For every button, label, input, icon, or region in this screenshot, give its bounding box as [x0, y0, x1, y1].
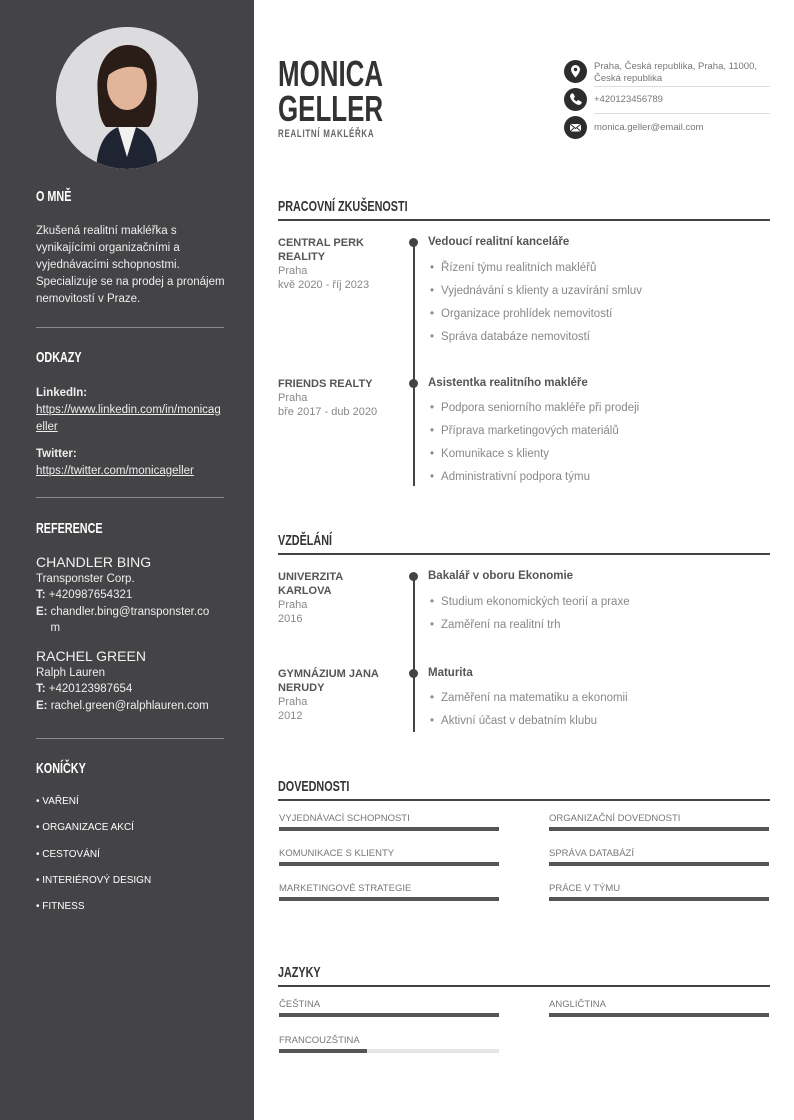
level-fill — [279, 1013, 499, 1017]
reference-company: Transponster Corp. — [36, 572, 135, 585]
location-icon — [564, 60, 587, 83]
email-label: E: — [36, 605, 48, 618]
link-label: LinkedIn: — [36, 387, 88, 399]
language-level-bar — [549, 1013, 769, 1017]
org-dates: bře 2017 - dub 2020 — [278, 406, 378, 418]
reference-phone: +420987654321 — [48, 589, 133, 601]
reference-item — [36, 648, 236, 714]
name — [278, 53, 424, 129]
contact-email: monica.geller@email.com — [594, 122, 704, 133]
education-org: UNIVERZITA KARLOVA Praha 2016 — [278, 570, 398, 626]
list-item: • Zaměření na realitní trh — [430, 619, 561, 631]
level-fill — [279, 827, 499, 831]
skill-name: SPRÁVA DATABÁZÍ — [549, 848, 634, 859]
about-text: Zkušená realitní makléřka s vynikajícími organizačními a vyjednávacími schopnostmi. Specializuje se na prodej a pronájem nemovitostí v Praze. — [36, 225, 225, 305]
timeline-dot — [409, 238, 418, 247]
org-dates: 2012 — [278, 710, 303, 722]
about-heading: O MNĚ — [36, 188, 72, 205]
divider — [594, 113, 770, 114]
reference-item — [36, 554, 216, 637]
divider — [36, 327, 224, 328]
level-fill — [279, 897, 499, 901]
email-icon — [564, 116, 587, 139]
skill-level-bar — [549, 862, 769, 866]
level-fill — [279, 862, 499, 866]
linkedin-link[interactable]: https://www.linkedin.com/in/monicageller — [36, 404, 221, 433]
timeline-dot — [409, 572, 418, 581]
section-divider — [278, 799, 770, 801]
last-name: GELLER — [278, 88, 384, 129]
divider — [36, 738, 224, 739]
experience-role: Asistentka realitního makléře — [428, 377, 588, 389]
phone-icon — [564, 88, 587, 111]
experience-org: FRIENDS REALTY Praha bře 2017 - dub 2020 — [278, 377, 398, 419]
contact-address: Praha, Česká republika, Praha, 11000, Česká republika — [594, 61, 758, 84]
list-item: • Studium ekonomických teorií a praxe — [430, 596, 630, 608]
hobbies-heading: KONÍČKY — [36, 760, 86, 777]
skill-level-bar — [549, 827, 769, 831]
level-fill — [279, 1049, 367, 1053]
job-title: REALITNÍ MAKLÉŘKA — [278, 128, 375, 140]
phone-label: T: — [36, 683, 46, 695]
skills-heading: DOVEDNOSTI — [278, 778, 350, 795]
timeline-dot — [409, 379, 418, 388]
list-item: • Organizace prohlídek nemovitostí — [430, 308, 612, 320]
skill-level-bar — [279, 897, 499, 901]
first-name: MONICA — [278, 53, 384, 94]
list-item: • Zaměření na matematiku a ekonomii — [430, 692, 628, 704]
email-label: E: — [36, 699, 48, 712]
reference-phone: +420123987654 — [48, 683, 133, 695]
list-item: • Správa databáze nemovitostí — [430, 331, 590, 343]
twitter-link[interactable]: https://twitter.com/monicageller — [36, 465, 194, 477]
education-org: GYMNÁZIUM JANA NERUDY Praha 2012 — [278, 667, 388, 723]
hobby-item: • ORGANIZACE AKCÍ — [36, 822, 134, 833]
skill-level-bar — [279, 827, 499, 831]
timeline-dot — [409, 669, 418, 678]
level-fill — [549, 1013, 769, 1017]
list-item: • Komunikace s klienty — [430, 448, 549, 460]
skill-level-bar — [549, 897, 769, 901]
hobby-item: • FITNESS — [36, 901, 85, 912]
skill-level-bar — [279, 862, 499, 866]
list-item: • Administrativní podpora týmu — [430, 471, 590, 483]
org-city: Praha — [278, 392, 308, 404]
skill-name: VYJEDNÁVACÍ SCHOPNOSTI — [279, 813, 410, 824]
org-city: Praha — [278, 599, 308, 611]
list-item: • Podpora seniorního makléře při prodeji — [430, 402, 639, 414]
link-twitter — [36, 446, 226, 480]
level-fill — [549, 827, 769, 831]
org-dates: kvě 2020 - říj 2023 — [278, 279, 370, 291]
divider — [36, 497, 224, 498]
list-item: • Příprava marketingových materiálů — [430, 425, 619, 437]
reference-name: RACHEL GREEN — [36, 648, 146, 664]
references-heading: REFERENCE — [36, 520, 103, 537]
link-label: Twitter: — [36, 448, 77, 460]
education-degree: Bakalář v oboru Ekonomie — [428, 570, 574, 582]
skill-name: KOMUNIKACE S KLIENTY — [279, 848, 395, 859]
section-divider — [278, 985, 770, 987]
experience-org: CENTRAL PERK REALITY Praha kvě 2020 - říj 2023 — [278, 236, 398, 292]
skill-name: ORGANIZAČNÍ DOVEDNOSTI — [549, 813, 681, 824]
experience-heading: PRACOVNÍ ZKUŠENOSTI — [278, 198, 408, 215]
language-name: ANGLIČTINA — [549, 999, 607, 1010]
org-city: Praha — [278, 696, 308, 708]
experience-role: Vedoucí realitní kanceláře — [428, 236, 570, 248]
level-fill — [549, 862, 769, 866]
language-level-bar — [279, 1013, 499, 1017]
reference-email: rachel.green@ralphlauren.com — [50, 699, 209, 712]
languages-heading: JAZYKY — [278, 964, 321, 981]
divider — [594, 86, 770, 87]
reference-name: CHANDLER BING — [36, 554, 152, 570]
timeline-line — [413, 242, 415, 486]
phone-label: T: — [36, 589, 46, 601]
contact-phone: +420123456789 — [594, 94, 663, 105]
links-heading: ODKAZY — [36, 349, 82, 366]
sidebar — [0, 0, 254, 1120]
skill-name: MARKETINGOVÉ STRATEGIE — [279, 883, 412, 894]
org-city: Praha — [278, 265, 308, 277]
hobby-item: • INTERIÉROVÝ DESIGN — [36, 875, 152, 886]
reference-company: Ralph Lauren — [36, 666, 106, 679]
list-item: • Vyjednávání s klienty a uzavírání smluv — [430, 285, 642, 297]
education-degree: Maturita — [428, 667, 473, 679]
language-name: FRANCOUZŠTINA — [279, 1035, 360, 1046]
hobby-item: • VAŘENÍ — [36, 796, 79, 807]
profile-photo — [56, 27, 198, 169]
section-divider — [278, 219, 770, 221]
reference-email: chandler.bing@transponster.com — [50, 605, 210, 634]
section-divider — [278, 553, 770, 555]
language-level-bar — [279, 1049, 499, 1053]
timeline-line — [413, 576, 415, 732]
language-name: ČEŠTINA — [279, 999, 321, 1010]
skill-name: PRÁCE V TÝMU — [549, 883, 621, 894]
link-linkedin — [36, 385, 226, 436]
level-fill — [549, 897, 769, 901]
list-item: • Řízení týmu realitních makléřů — [430, 262, 596, 274]
hobby-item: • CESTOVÁNÍ — [36, 849, 100, 860]
list-item: • Aktivní účast v debatním klubu — [430, 715, 597, 727]
org-dates: 2016 — [278, 613, 303, 625]
education-heading: VZDĚLÁNÍ — [278, 532, 332, 549]
